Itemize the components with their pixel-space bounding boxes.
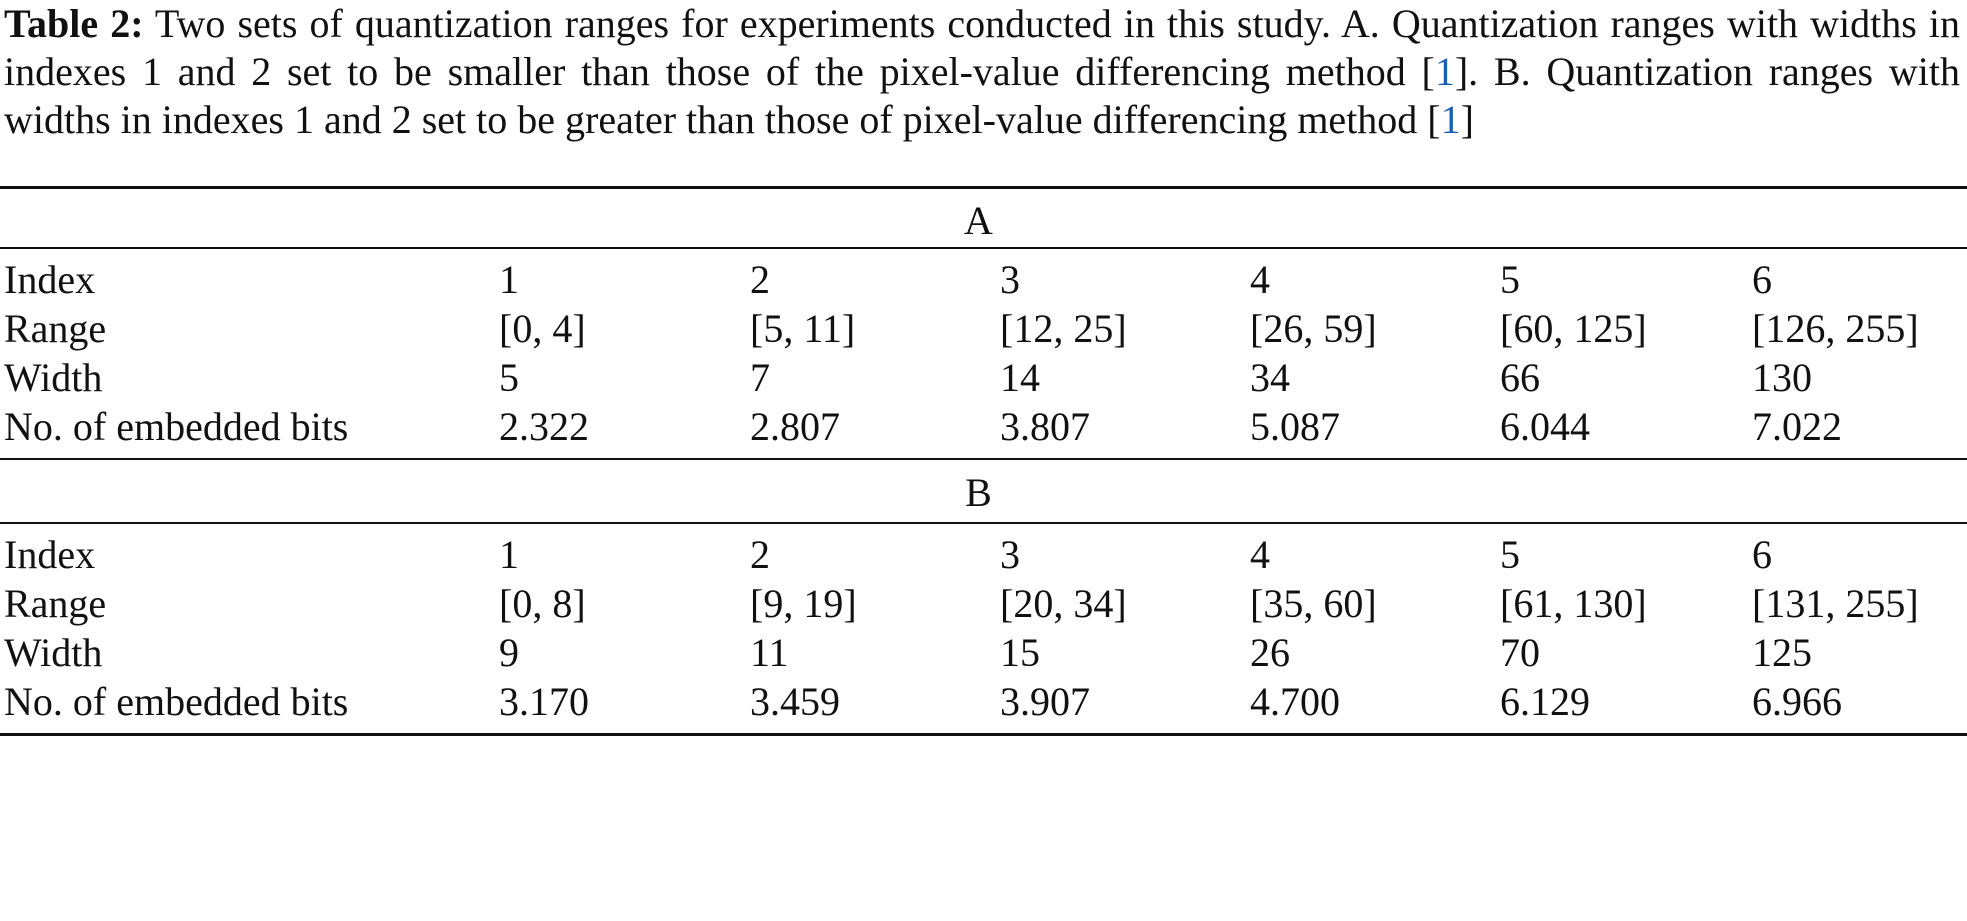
- table-cell: 1: [499, 532, 519, 577]
- panel-divider-rule: [0, 458, 1967, 460]
- table-cell: 5: [499, 355, 519, 400]
- table-row: [0, 671, 1967, 733]
- table-cell: [20, 34]: [1000, 581, 1127, 626]
- table-cell: 15: [1000, 630, 1040, 675]
- table-cell: [0, 8]: [499, 581, 586, 626]
- table-caption: [4, 0, 1960, 144]
- table-cell: 66: [1500, 355, 1540, 400]
- table-cell: 5: [1500, 257, 1520, 302]
- table-cell: 3.807: [1000, 404, 1090, 449]
- table-row: [0, 396, 1967, 458]
- table-cell: [131, 255]: [1752, 581, 1919, 626]
- panel-label-a: A: [964, 198, 993, 243]
- table-cell: 4: [1250, 532, 1270, 577]
- table-bottom-rule: [0, 733, 1967, 736]
- table-cell: 2.807: [750, 404, 840, 449]
- table-cell: 3: [1000, 257, 1020, 302]
- caption-text: ]. B. Quantization ranges with widths in indexes 1 and 2 set to be greater than those of pixel-value differencing method [: [4, 49, 1960, 142]
- table-cell: 130: [1752, 355, 1812, 400]
- table-cell: [0, 4]: [499, 306, 586, 351]
- table-cell: 1: [499, 257, 519, 302]
- table-cell: [35, 60]: [1250, 581, 1377, 626]
- row-header: Range: [4, 306, 107, 351]
- table-cell: 6: [1752, 257, 1772, 302]
- table-cell: 6: [1752, 532, 1772, 577]
- table-cell: 3.459: [750, 679, 840, 724]
- table-cell: 26: [1250, 630, 1290, 675]
- table-cell: 3.907: [1000, 679, 1090, 724]
- table-top-rule: [0, 186, 1967, 189]
- table-cell: 2: [750, 532, 770, 577]
- table-cell: 3: [1000, 532, 1020, 577]
- table-cell: [12, 25]: [1000, 306, 1127, 351]
- table-cell: 3.170: [499, 679, 589, 724]
- table-cell: 6.966: [1752, 679, 1842, 724]
- citation-link[interactable]: 1: [1440, 97, 1461, 142]
- table-cell: [26, 59]: [1250, 306, 1377, 351]
- table-cell: 14: [1000, 355, 1040, 400]
- row-header: Width: [4, 630, 103, 675]
- row-header: Width: [4, 355, 103, 400]
- caption-text: Two sets of quantization ranges for experiments conducted in this study. A. Quantization ranges with widths in indexes 1 and 2 set to be smaller than those of the pixel-value differencing method [: [4, 1, 1960, 94]
- table-cell: [61, 130]: [1500, 581, 1647, 626]
- table-cell: 2.322: [499, 404, 589, 449]
- table-cell: [5, 11]: [750, 306, 856, 351]
- table-cell: 5: [1500, 532, 1520, 577]
- row-header: Range: [4, 581, 107, 626]
- table-cell: 7: [750, 355, 770, 400]
- row-header: No. of embedded bits: [4, 679, 349, 724]
- table-number-label: Table 2:: [4, 1, 144, 46]
- table-cell: 5.087: [1250, 404, 1340, 449]
- citation-link[interactable]: 1: [1434, 49, 1455, 94]
- table-cell: 11: [750, 630, 789, 675]
- table-cell: [60, 125]: [1500, 306, 1647, 351]
- panel-label-b: B: [965, 470, 992, 515]
- row-header: Index: [4, 257, 96, 302]
- table-cell: [9, 19]: [750, 581, 857, 626]
- table-cell: 6.044: [1500, 404, 1590, 449]
- table-cell: 9: [499, 630, 519, 675]
- table-cell: 125: [1752, 630, 1812, 675]
- table-cell: 7.022: [1752, 404, 1842, 449]
- row-header: No. of embedded bits: [4, 404, 349, 449]
- caption-text: ]: [1460, 97, 1474, 142]
- row-header: Index: [4, 532, 96, 577]
- table-cell: 2: [750, 257, 770, 302]
- table-cell: 4: [1250, 257, 1270, 302]
- table-cell: 70: [1500, 630, 1540, 675]
- table-cell: 6.129: [1500, 679, 1590, 724]
- table-cell: [126, 255]: [1752, 306, 1919, 351]
- table-cell: 4.700: [1250, 679, 1340, 724]
- table-cell: 34: [1250, 355, 1290, 400]
